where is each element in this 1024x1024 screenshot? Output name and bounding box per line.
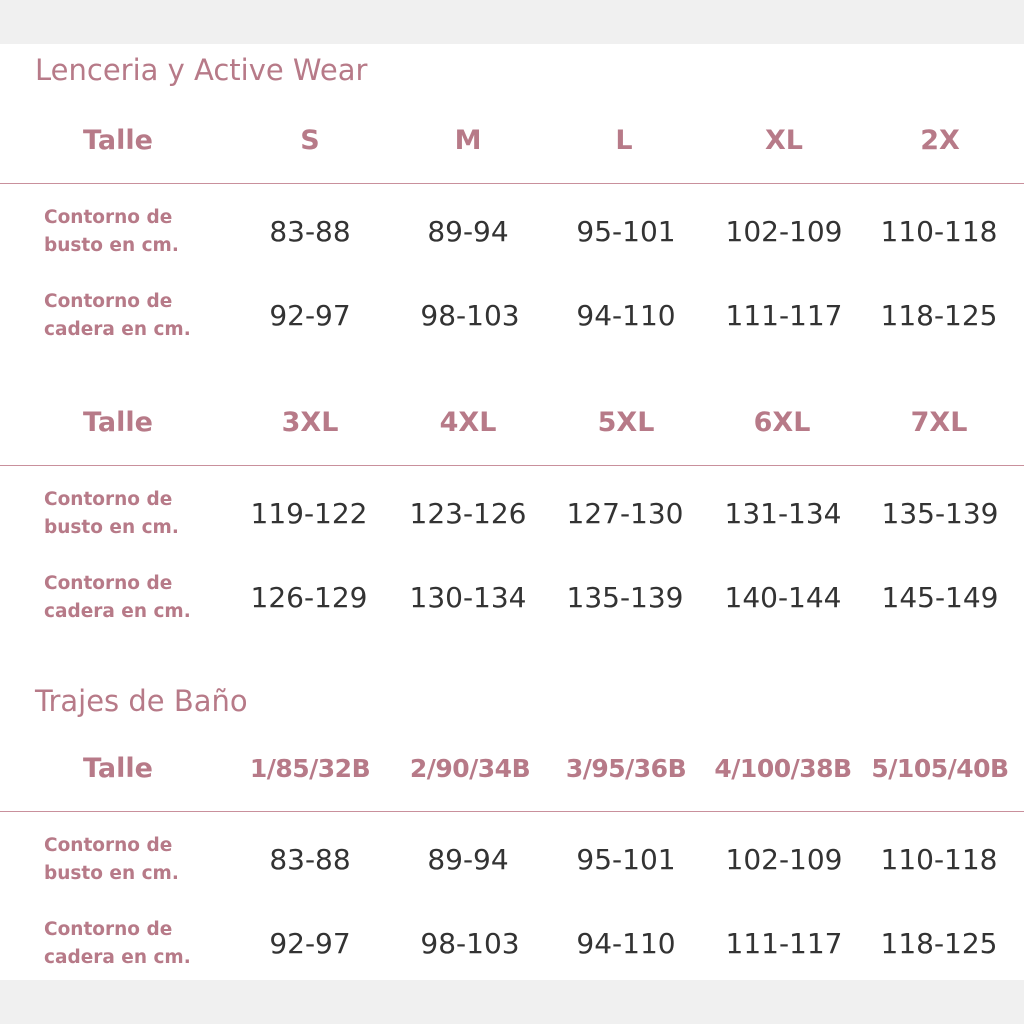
measurement-cell: 98-103 xyxy=(420,927,520,960)
measurement-cell: 110-118 xyxy=(880,215,998,248)
row-label-busto: Contorno de busto en cm. xyxy=(44,835,179,884)
measurement-cell: 83-88 xyxy=(269,215,351,248)
header-size: 3/95/36B xyxy=(565,754,687,783)
header-size: M xyxy=(454,125,482,156)
table-header-row xyxy=(0,749,1024,789)
measurement-cell: 118-125 xyxy=(880,927,998,960)
measurement-cell: 83-88 xyxy=(269,843,351,876)
header-talle: Talle xyxy=(83,753,153,784)
measurement-cell: 111-117 xyxy=(725,927,843,960)
table-header-row xyxy=(0,121,1024,161)
header-divider xyxy=(0,465,1024,466)
table-row-cadera xyxy=(0,570,1024,628)
table-row-busto xyxy=(0,832,1024,890)
header-size: 5XL xyxy=(597,407,655,438)
measurement-cell: 102-109 xyxy=(725,843,843,876)
measurement-cell: 140-144 xyxy=(724,581,842,614)
section-title-trajes: Trajes de Baño xyxy=(35,684,248,718)
measurement-cell: 94-110 xyxy=(576,927,676,960)
measurement-cell: 111-117 xyxy=(725,299,843,332)
measurement-cell: 118-125 xyxy=(880,299,998,332)
measurement-cell: 95-101 xyxy=(576,843,676,876)
measurement-cell: 130-134 xyxy=(409,581,527,614)
header-divider xyxy=(0,811,1024,812)
table-row-cadera xyxy=(0,288,1024,346)
header-size: 2X xyxy=(920,125,960,156)
measurement-cell: 95-101 xyxy=(576,215,676,248)
measurement-cell: 110-118 xyxy=(880,843,998,876)
measurement-cell: 92-97 xyxy=(269,927,351,960)
measurement-cell: 145-149 xyxy=(881,581,999,614)
header-talle: Talle xyxy=(83,125,153,156)
measurement-cell: 135-139 xyxy=(566,581,684,614)
table-row-busto xyxy=(0,204,1024,262)
header-size: 6XL xyxy=(753,407,811,438)
measurement-cell: 92-97 xyxy=(269,299,351,332)
measurement-cell: 123-126 xyxy=(409,497,527,530)
measurement-cell: 127-130 xyxy=(566,497,684,530)
measurement-cell: 98-103 xyxy=(420,299,520,332)
header-size: L xyxy=(615,125,633,156)
header-size: XL xyxy=(764,125,804,156)
row-label-cadera: Contorno de cadera en cm. xyxy=(44,291,191,340)
row-label-busto: Contorno de busto en cm. xyxy=(44,207,179,256)
measurement-cell: 102-109 xyxy=(725,215,843,248)
header-size: 4/100/38B xyxy=(714,754,852,783)
section-title-lenceria: Lenceria y Active Wear xyxy=(35,53,368,87)
header-talle: Talle xyxy=(83,407,153,438)
header-size: 4XL xyxy=(439,407,497,438)
header-size: 1/85/32B xyxy=(249,754,371,783)
header-size: 2/90/34B xyxy=(409,754,531,783)
measurement-cell: 89-94 xyxy=(427,843,509,876)
table-row-cadera xyxy=(0,916,1024,974)
header-size: 3XL xyxy=(281,407,339,438)
header-size: 5/105/40B xyxy=(871,754,1009,783)
row-label-busto: Contorno de busto en cm. xyxy=(44,489,179,538)
measurement-cell: 126-129 xyxy=(250,581,368,614)
table-header-row xyxy=(0,403,1024,443)
header-divider xyxy=(0,183,1024,184)
header-size: S xyxy=(300,125,320,156)
measurement-cell: 94-110 xyxy=(576,299,676,332)
row-label-cadera: Contorno de cadera en cm. xyxy=(44,919,191,968)
measurement-cell: 131-134 xyxy=(724,497,842,530)
measurement-cell: 135-139 xyxy=(881,497,999,530)
size-chart-sheet xyxy=(0,44,1024,980)
table-row-busto xyxy=(0,486,1024,544)
header-size: 7XL xyxy=(910,407,968,438)
measurement-cell: 119-122 xyxy=(250,497,368,530)
measurement-cell: 89-94 xyxy=(427,215,509,248)
row-label-cadera: Contorno de cadera en cm. xyxy=(44,573,191,622)
